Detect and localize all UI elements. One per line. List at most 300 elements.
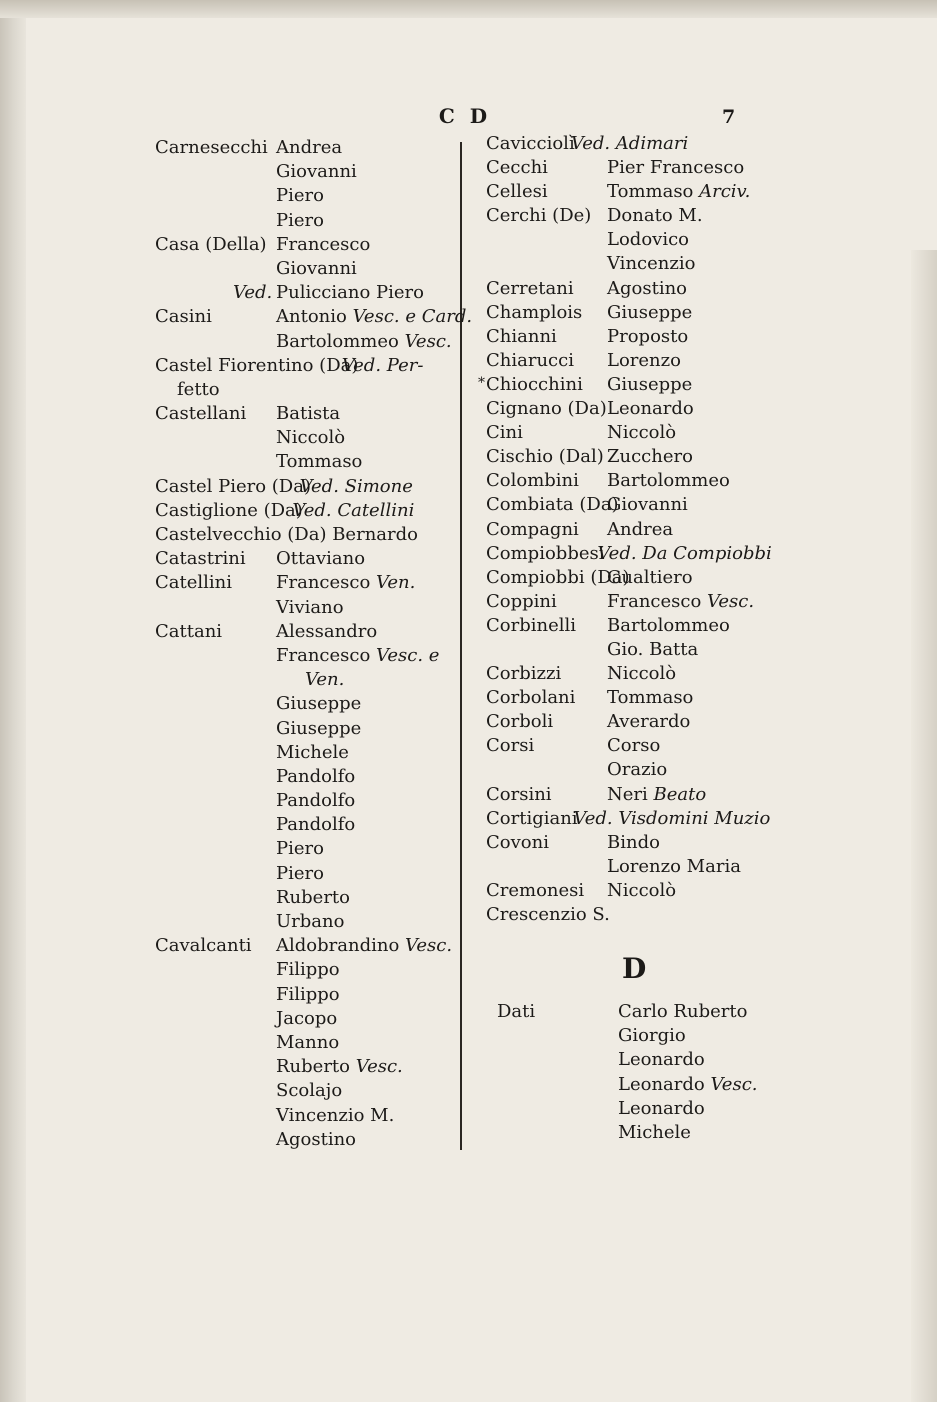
entry-note: Ved. Da Compiobbi (597, 542, 772, 564)
surname: Cavalcanti (155, 935, 252, 957)
given-name-text: Pandolfo (276, 765, 356, 787)
given-name-text: Ruberto (276, 886, 350, 908)
index-entry (486, 397, 786, 421)
given-name-text: Piero (276, 838, 324, 860)
index-entry (486, 301, 786, 325)
surname: Catastrini (155, 548, 246, 570)
given-name-text: Michele (276, 741, 349, 763)
given-name (300, 475, 413, 499)
given-name-text: Corso (607, 735, 661, 757)
index-entry (478, 373, 786, 397)
given-name (607, 783, 706, 807)
surname: Corbinelli (486, 614, 577, 636)
asterisk-mark: * (478, 374, 485, 391)
page-number: 7 (722, 106, 736, 128)
given-name (607, 156, 744, 180)
given-name-text: Scolajo (276, 1080, 343, 1102)
given-name (607, 204, 703, 228)
surname: Compiobbi (Da) (486, 566, 630, 588)
given-name-text: Batista (276, 403, 341, 425)
entry-note: Ved. Catellini (292, 499, 415, 521)
given-name-text: Leonardo (618, 1073, 705, 1095)
left-column (155, 136, 473, 1152)
given-name (607, 397, 694, 421)
given-name (276, 450, 362, 474)
index-entry (486, 132, 786, 156)
given-name-text: Piero (276, 862, 324, 884)
given-name (276, 765, 355, 789)
given-name (607, 566, 693, 590)
surname: Castel Piero (Da) (155, 475, 311, 497)
given-name (607, 758, 667, 782)
given-name-text: Lodovico (607, 229, 689, 251)
surname: Cremonesi (486, 879, 585, 901)
index-entry (155, 402, 457, 426)
index-entry (155, 354, 457, 378)
given-name (276, 886, 350, 910)
given-name (573, 807, 770, 831)
given-name (607, 638, 698, 662)
index-entry (155, 330, 457, 354)
given-name-text: Niccolò (607, 663, 677, 685)
index-entry (486, 469, 786, 493)
given-name-text: Andrea (276, 137, 343, 158)
entry-note: Vesc. e Card. (346, 306, 473, 328)
given-name-text: Ruberto (276, 1056, 350, 1078)
index-entry (497, 1121, 787, 1145)
given-name-text: Jacopo (276, 1007, 338, 1029)
given-name-text: Gio. Batta (607, 638, 699, 660)
index-entry (155, 1104, 457, 1128)
given-name (276, 692, 361, 716)
given-name (292, 499, 414, 523)
index-entry (155, 983, 457, 1007)
surname: Combiata (Da) (486, 494, 619, 516)
given-name-text: Francesco (607, 590, 702, 612)
index-entry (155, 160, 457, 184)
given-name (276, 717, 361, 741)
given-name-text: Michele (618, 1121, 691, 1143)
given-name-text: Filippo (276, 959, 340, 981)
index-entry (486, 518, 786, 542)
given-name-text: Leonardo (618, 1049, 705, 1071)
given-name-text: Lorenzo (607, 349, 681, 371)
index-entry (155, 305, 473, 329)
entry-note: Vesc. e (370, 644, 440, 666)
surname: Cattani (155, 620, 223, 642)
surname: Champlois (486, 301, 583, 323)
index-entry (486, 421, 786, 445)
entry-note: Vesc. (701, 590, 755, 612)
index-entry (155, 450, 457, 474)
index-entry (497, 1048, 787, 1072)
given-name (276, 209, 324, 233)
surname: Castel Fiorentino (Da) (155, 354, 359, 376)
given-name-text: Leonardo (607, 398, 694, 420)
given-name (607, 325, 688, 349)
given-name (607, 228, 689, 252)
given-name-text: Leonardo (618, 1097, 705, 1119)
given-name-text: Andrea (607, 518, 674, 540)
index-entry (486, 879, 786, 903)
given-name-text: Giuseppe (276, 693, 362, 715)
surname: Cischio (Dal) (486, 446, 604, 468)
index-entry (155, 1055, 457, 1079)
index-entry (486, 445, 786, 469)
given-name (607, 710, 690, 734)
given-name (618, 1097, 705, 1121)
surname: Corbizzi (486, 663, 562, 685)
given-name (607, 469, 730, 493)
index-entry (486, 325, 786, 349)
section-letter-d: D (622, 952, 647, 985)
given-name-text: Tommaso (276, 451, 363, 473)
given-name (276, 596, 344, 620)
index-entry (486, 831, 786, 855)
given-name (276, 741, 349, 765)
given-name (607, 686, 693, 710)
given-name (276, 281, 424, 305)
surname: Cortigiani (486, 807, 578, 829)
index-entry (155, 596, 457, 620)
index-entry (155, 1128, 457, 1152)
index-entry (155, 813, 457, 837)
surname: Chiarucci (486, 349, 574, 371)
given-name (597, 542, 771, 566)
given-name-text: Agostino (607, 277, 688, 299)
index-entry (486, 638, 786, 662)
surname: Covoni (486, 831, 549, 853)
given-name-text: Antonio (276, 306, 347, 328)
given-name-text: Proposto (607, 325, 689, 347)
given-name-text: Tommaso (607, 181, 694, 203)
index-entry (155, 958, 457, 982)
given-name (607, 349, 681, 373)
given-name-text: Pandolfo (276, 814, 356, 836)
given-name-text: Bartolommeo (607, 470, 730, 492)
right-column (478, 132, 786, 927)
surname: Cavicciolì (486, 133, 575, 154)
surname: Castelvecchio (Da) Bernardo (155, 524, 418, 545)
entry-note: Vesc. (350, 1056, 403, 1078)
section-d-column (497, 1000, 787, 1145)
given-name (276, 571, 415, 595)
given-name (276, 402, 340, 426)
index-entry (486, 349, 786, 373)
index-entry (497, 1097, 787, 1121)
given-name (276, 305, 472, 329)
given-name (607, 277, 687, 301)
given-name (607, 301, 692, 325)
given-name (607, 373, 692, 397)
index-entry (155, 523, 457, 547)
given-name (607, 879, 676, 903)
index-entry (486, 180, 786, 204)
given-name-text: Donato M. (607, 205, 703, 227)
given-name (276, 1055, 403, 1079)
index-entry (155, 1079, 457, 1103)
given-name (276, 160, 357, 184)
index-entry (155, 717, 457, 741)
given-name-text: Aldobrandino (276, 935, 400, 957)
index-entry (155, 886, 457, 910)
given-name (276, 1079, 342, 1103)
given-name (276, 789, 355, 813)
given-name-text: Vincenzio (607, 253, 696, 275)
given-name (618, 1073, 758, 1097)
surname: Cellesi (486, 181, 548, 203)
index-entry (155, 547, 457, 571)
page-right-edge (911, 250, 937, 1402)
surname: Colombini (486, 470, 579, 492)
index-entry (155, 136, 457, 160)
index-entry (486, 686, 786, 710)
given-name-text: Vincenzio M. (276, 1104, 395, 1126)
surname: Casini (155, 306, 212, 328)
given-name-text: Orazio (607, 759, 668, 781)
given-name-text: Giovanni (607, 494, 688, 516)
column-divider-rule (460, 142, 462, 1150)
given-name (607, 614, 730, 638)
index-entry (497, 1000, 787, 1024)
surname: Cerchi (De) (486, 205, 592, 227)
given-name (607, 518, 673, 542)
index-entry (486, 566, 786, 590)
given-name-text: Pier Francesco (607, 157, 745, 179)
surname: Ved. (233, 282, 273, 304)
given-name (607, 662, 676, 686)
entry-note: Ven. (305, 669, 345, 691)
index-entry (155, 233, 457, 257)
given-name-text: Niccolò (607, 422, 677, 444)
given-name-text: Giorgio (618, 1025, 686, 1047)
running-header-letters: C D (438, 104, 492, 128)
index-entry (155, 692, 457, 716)
surname: Chianni (486, 325, 557, 347)
surname: Crescenzio S. (486, 904, 610, 925)
index-entry (486, 542, 786, 566)
index-entry (497, 1024, 787, 1048)
given-name (607, 831, 660, 855)
index-entry (155, 257, 457, 281)
surname: Casa (Della) (155, 233, 267, 255)
given-name (276, 136, 342, 160)
given-name (276, 837, 324, 861)
given-name-text: Pulicciano Piero (276, 282, 424, 304)
given-name (276, 1104, 394, 1128)
given-name (276, 330, 452, 354)
index-entry (486, 855, 786, 879)
index-entry (155, 426, 457, 450)
given-name (571, 132, 688, 156)
index-entry (486, 493, 786, 517)
entry-note: Arciv. (693, 181, 751, 203)
given-name-text: Ottaviano (276, 548, 366, 570)
given-name-text: Alessandro (276, 620, 378, 642)
given-name (276, 1007, 337, 1031)
given-name (276, 958, 340, 982)
index-entry (486, 903, 786, 927)
given-name (276, 862, 324, 886)
given-name-text: Averardo (607, 711, 691, 733)
index-entry (486, 734, 786, 758)
given-name (276, 547, 365, 571)
given-name-text: Viviano (276, 596, 344, 618)
given-name (276, 910, 344, 934)
surname: Catellini (155, 572, 233, 594)
surname: Compiobbesi (486, 542, 605, 564)
given-name (276, 983, 340, 1007)
index-entry (155, 934, 457, 958)
index-entry (155, 741, 457, 765)
index-entry (486, 807, 786, 831)
given-name-text: Gualtiero (607, 566, 693, 588)
index-entry (155, 910, 457, 934)
given-name (607, 734, 660, 758)
given-name-text: Pandolfo (276, 790, 356, 812)
surname: Corboli (486, 711, 554, 733)
given-name-text: Tommaso (607, 687, 694, 709)
given-name-text: Lorenzo Maria (607, 855, 741, 877)
given-name (276, 813, 355, 837)
given-name (276, 1128, 356, 1152)
index-entry (486, 662, 786, 686)
index-entry (486, 277, 786, 301)
given-name-text: Carlo Ruberto (618, 1001, 748, 1022)
given-name-text: Giovanni (276, 257, 357, 279)
given-name-text: Niccolò (607, 879, 677, 901)
given-name (607, 590, 754, 614)
index-entry (155, 765, 457, 789)
index-entry (155, 571, 457, 595)
given-name-text: Urbano (276, 911, 345, 932)
surname: Chiocchini (486, 373, 583, 395)
index-entry (486, 204, 786, 228)
given-name-text: Giovanni (276, 161, 357, 183)
index-entry (486, 156, 786, 180)
given-name-text: Giuseppe (276, 717, 362, 739)
surname: Corbolani (486, 687, 576, 709)
given-name-text: Francesco (276, 572, 371, 594)
given-name (276, 426, 345, 450)
surname: Carnesecchi (155, 137, 268, 158)
index-entry (155, 1007, 457, 1031)
index-entry (155, 281, 457, 305)
index-entry (486, 228, 786, 252)
entry-note: Ved. Simone (299, 475, 413, 497)
given-name (276, 644, 439, 668)
given-name-text: Niccolò (276, 427, 346, 449)
page-binding-shadow (0, 0, 26, 1402)
given-name-text: Francesco (276, 644, 371, 666)
index-entry (155, 644, 457, 668)
surname: Cecchi (486, 157, 548, 179)
surname: Castiglione (Da) (155, 499, 303, 521)
given-name (607, 855, 741, 879)
index-entry (497, 1073, 787, 1097)
given-name (276, 620, 377, 644)
index-entry (486, 252, 786, 276)
given-name-text: Giuseppe (607, 301, 693, 323)
page-top-edge (0, 0, 937, 18)
given-name (342, 354, 424, 378)
given-name (618, 1121, 691, 1145)
given-name-text: Giuseppe (607, 373, 693, 395)
given-name-text: Zucchero (607, 446, 693, 468)
given-name-text: Filippo (276, 983, 340, 1005)
entry-note: Ven. (370, 572, 416, 594)
given-name-text: Francesco (276, 233, 371, 255)
given-name (618, 1048, 705, 1072)
index-entry (486, 614, 786, 638)
surname: Corsi (486, 735, 535, 757)
surname: Corsini (486, 783, 552, 805)
given-name (276, 184, 324, 208)
given-name (276, 934, 452, 958)
given-name-text: Bartolommeo (607, 614, 730, 636)
given-name-text: Piero (276, 185, 324, 207)
index-entry (486, 590, 786, 614)
entry-note: Beato (647, 783, 707, 805)
index-entry (155, 862, 457, 886)
entry-note: Ved. Per- (341, 354, 424, 376)
surname: Dati (497, 1001, 536, 1022)
index-entry (155, 184, 457, 208)
index-entry (155, 668, 457, 692)
given-name (618, 1024, 686, 1048)
given-name-text: Neri (607, 783, 648, 805)
given-name-text: Manno (276, 1031, 340, 1053)
index-entry (155, 475, 457, 499)
index-entry (155, 620, 457, 644)
given-name (607, 493, 688, 517)
given-name (276, 257, 357, 281)
surname: Castellani (155, 403, 247, 425)
given-name-text: Bartolommeo (276, 330, 399, 352)
index-entry (155, 209, 457, 233)
entry-note: Vesc. (398, 330, 452, 352)
given-name (276, 1031, 339, 1055)
surname: Cerretani (486, 277, 574, 299)
index-entry (155, 837, 457, 861)
given-name (305, 668, 344, 692)
surname: Cini (486, 422, 523, 444)
index-entry (155, 1031, 457, 1055)
surname: fetto (177, 378, 220, 400)
given-name (607, 421, 676, 445)
index-entry (486, 758, 786, 782)
given-name (607, 180, 750, 204)
given-name-text: Bindo (607, 831, 660, 853)
surname: Compagni (486, 518, 579, 540)
given-name (618, 1000, 747, 1024)
given-name (607, 252, 695, 276)
given-name-text: Agostino (276, 1128, 357, 1150)
surname: Coppini (486, 590, 557, 612)
entry-note: Ved. Visdomini Muzio (573, 807, 771, 829)
index-entry (155, 499, 457, 523)
entry-note: Ved. Adimari (570, 133, 689, 154)
index-entry (155, 378, 457, 402)
surname: Cignano (Da) (486, 398, 607, 420)
given-name (607, 445, 693, 469)
index-entry (486, 710, 786, 734)
entry-note: Vesc. (704, 1073, 758, 1095)
given-name (276, 233, 370, 257)
index-entry (155, 789, 457, 813)
given-name-text: Piero (276, 209, 324, 231)
index-entry (486, 783, 786, 807)
